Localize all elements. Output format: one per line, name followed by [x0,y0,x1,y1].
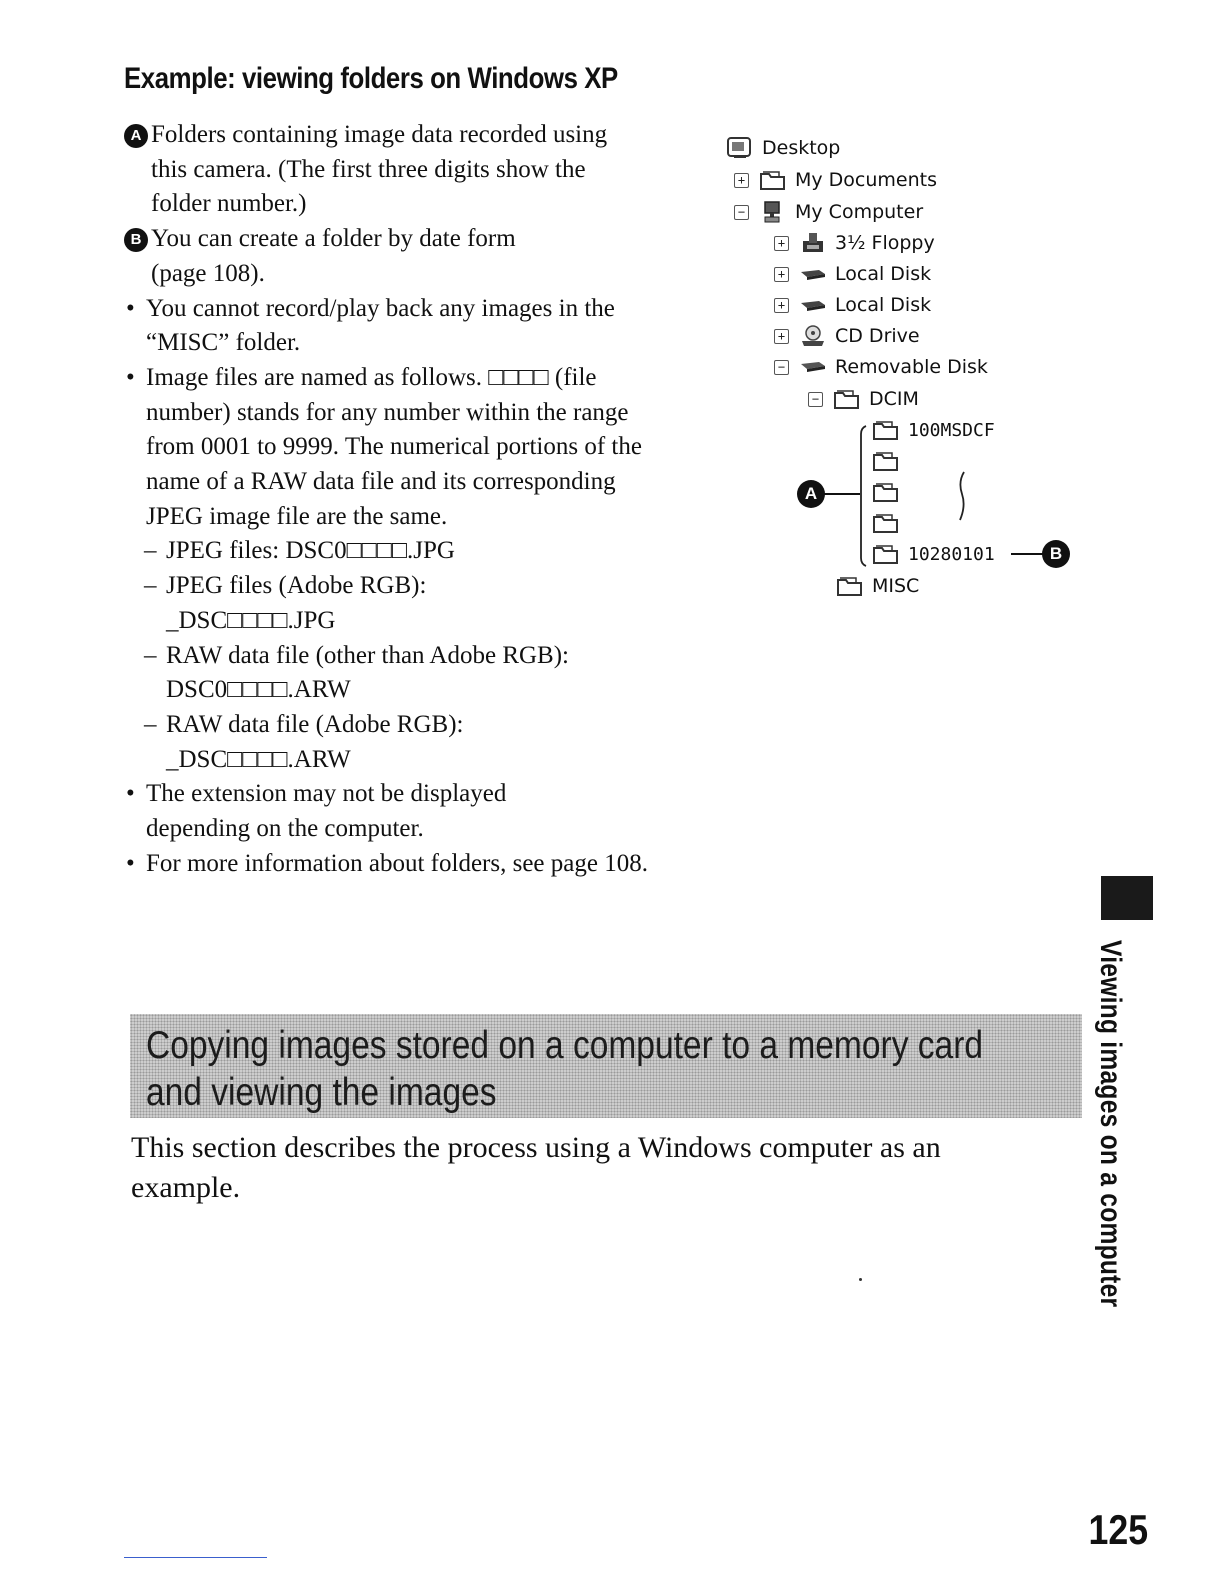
tree-label: MISC [872,575,920,597]
file-type-raw-adobe: RAW data file (Adobe RGB): _DSC□□□□.ARW [166,710,464,773]
tree-folder-unnamed [872,509,908,537]
tree-folder-unnamed [872,447,908,475]
bullet-item [124,777,664,846]
section-title-line: Copying images stored on a computer to a memory card [146,1024,984,1067]
folder-icon [872,480,900,504]
hard-disk-icon [799,262,827,286]
body-text [124,118,664,881]
tree-desktop [726,134,840,162]
tree-folder-10280101 [872,540,995,568]
label-a-badge: A [124,124,148,148]
side-tab-label [1093,940,1127,1388]
tree-label: Desktop [762,137,841,159]
collapse-icon: − [774,360,789,375]
tree-label: 3½ Floppy [835,232,935,254]
bullet-item [124,847,664,882]
section-title-line: and viewing the images [146,1071,497,1114]
bullet-glyph: • [126,294,135,322]
side-tab-marker [1101,876,1153,920]
file-type-item [124,534,664,569]
bullet-glyph: • [126,363,135,391]
bullet-glyph: • [126,849,135,877]
page-number: 125 [1088,1506,1148,1553]
tree-folder-unnamed [872,478,908,506]
bullet-item [124,361,664,535]
expand-icon: + [734,173,749,188]
dash-glyph: – [144,572,157,600]
print-speck [859,1278,862,1281]
bullet-glyph: • [126,780,135,808]
folder-icon [872,449,900,473]
expand-icon: + [774,267,789,282]
computer-icon [759,200,787,224]
dash-glyph: – [144,537,157,565]
collapse-icon: − [734,205,749,220]
tree-label: Local Disk [835,294,932,316]
folder-icon [872,418,900,442]
tree-my-documents [734,166,937,194]
bullet-text-extension: The extension may not be displayed depending on the computer. [146,780,507,843]
tree-cd-drive [774,322,920,350]
tree-label: 100MSDCF [908,419,995,441]
ellipsis-brace-icon [952,468,976,528]
dash-glyph: – [144,710,157,738]
hard-disk-icon [799,293,827,317]
file-type-item [124,639,664,708]
tree-misc [836,572,919,600]
folder-icon [872,511,900,535]
floppy-icon [799,231,827,255]
file-type-raw: RAW data file (other than Adobe RGB): DSC0□□□□.ARW [166,641,570,704]
section-intro: This section describes the process using a Windows computer as an example. [131,1131,941,1204]
dash-glyph: – [144,641,157,669]
label-b-badge: B [124,228,148,252]
tree-dcim [808,385,919,413]
tree-label: CD Drive [835,325,920,347]
file-type-item [124,708,664,777]
bullet-text-misc: You cannot record/play back any images in the “MISC” folder. [146,294,615,357]
folder-icon [833,387,861,411]
tree-label: My Computer [795,201,924,223]
bullet-item [124,292,664,361]
callout-b-line [1011,553,1043,555]
footnote-rule [124,1557,267,1558]
tree-floppy [774,229,935,257]
tree-label: Removable Disk [835,356,988,378]
cd-drive-icon [799,324,827,348]
file-type-item [124,569,664,638]
tree-local-disk-2 [774,291,931,319]
folder-icon [836,574,864,598]
bullet-text-more-info: For more information about folders, see page 108. [146,849,648,877]
tree-removable-disk [774,353,988,381]
callout-a-line [824,493,860,495]
tree-my-computer [734,198,923,226]
file-type-jpeg-adobe: JPEG files (Adobe RGB): _DSC□□□□.JPG [166,572,427,634]
label-a-note [124,118,664,222]
file-type-jpeg: JPEG files: DSC0□□□□.JPG [166,537,455,565]
side-tab-text: Viewing images on a computer [1094,940,1127,1308]
expand-icon: + [774,329,789,344]
bullet-text-naming: Image files are named as follows. □□□□ (file number) stands for any number within the range from 0001 to 9999. The numerical portions of the name of a RAW data file and its corresponding JPEG image file are the same. [146,363,642,530]
collapse-icon: − [808,392,823,407]
tree-local-disk-1 [774,260,931,288]
expand-icon: + [774,298,789,313]
label-b-text: You can create a folder by date form (page 108). [151,225,516,287]
tree-label: Local Disk [835,263,932,285]
folder-icon [872,542,900,566]
tree-label: My Documents [795,169,938,191]
label-b-note [124,222,664,291]
removable-disk-icon [799,355,827,379]
page-heading: Example: viewing folders on Windows XP [124,62,618,95]
tree-label: DCIM [869,388,919,410]
expand-icon: + [774,236,789,251]
section-title [146,1022,1006,1116]
callout-a-marker: A [797,480,825,508]
tree-folder-100msdcf [872,416,995,444]
callout-b-marker: B [1042,540,1070,568]
label-a-text: Folders containing image data recorded using this camera. (The first three digits show the folder number.) [151,121,608,218]
folder-icon [759,168,787,192]
folder-tree [720,128,1140,618]
desktop-icon [726,136,754,160]
tree-label: 10280101 [908,543,995,565]
